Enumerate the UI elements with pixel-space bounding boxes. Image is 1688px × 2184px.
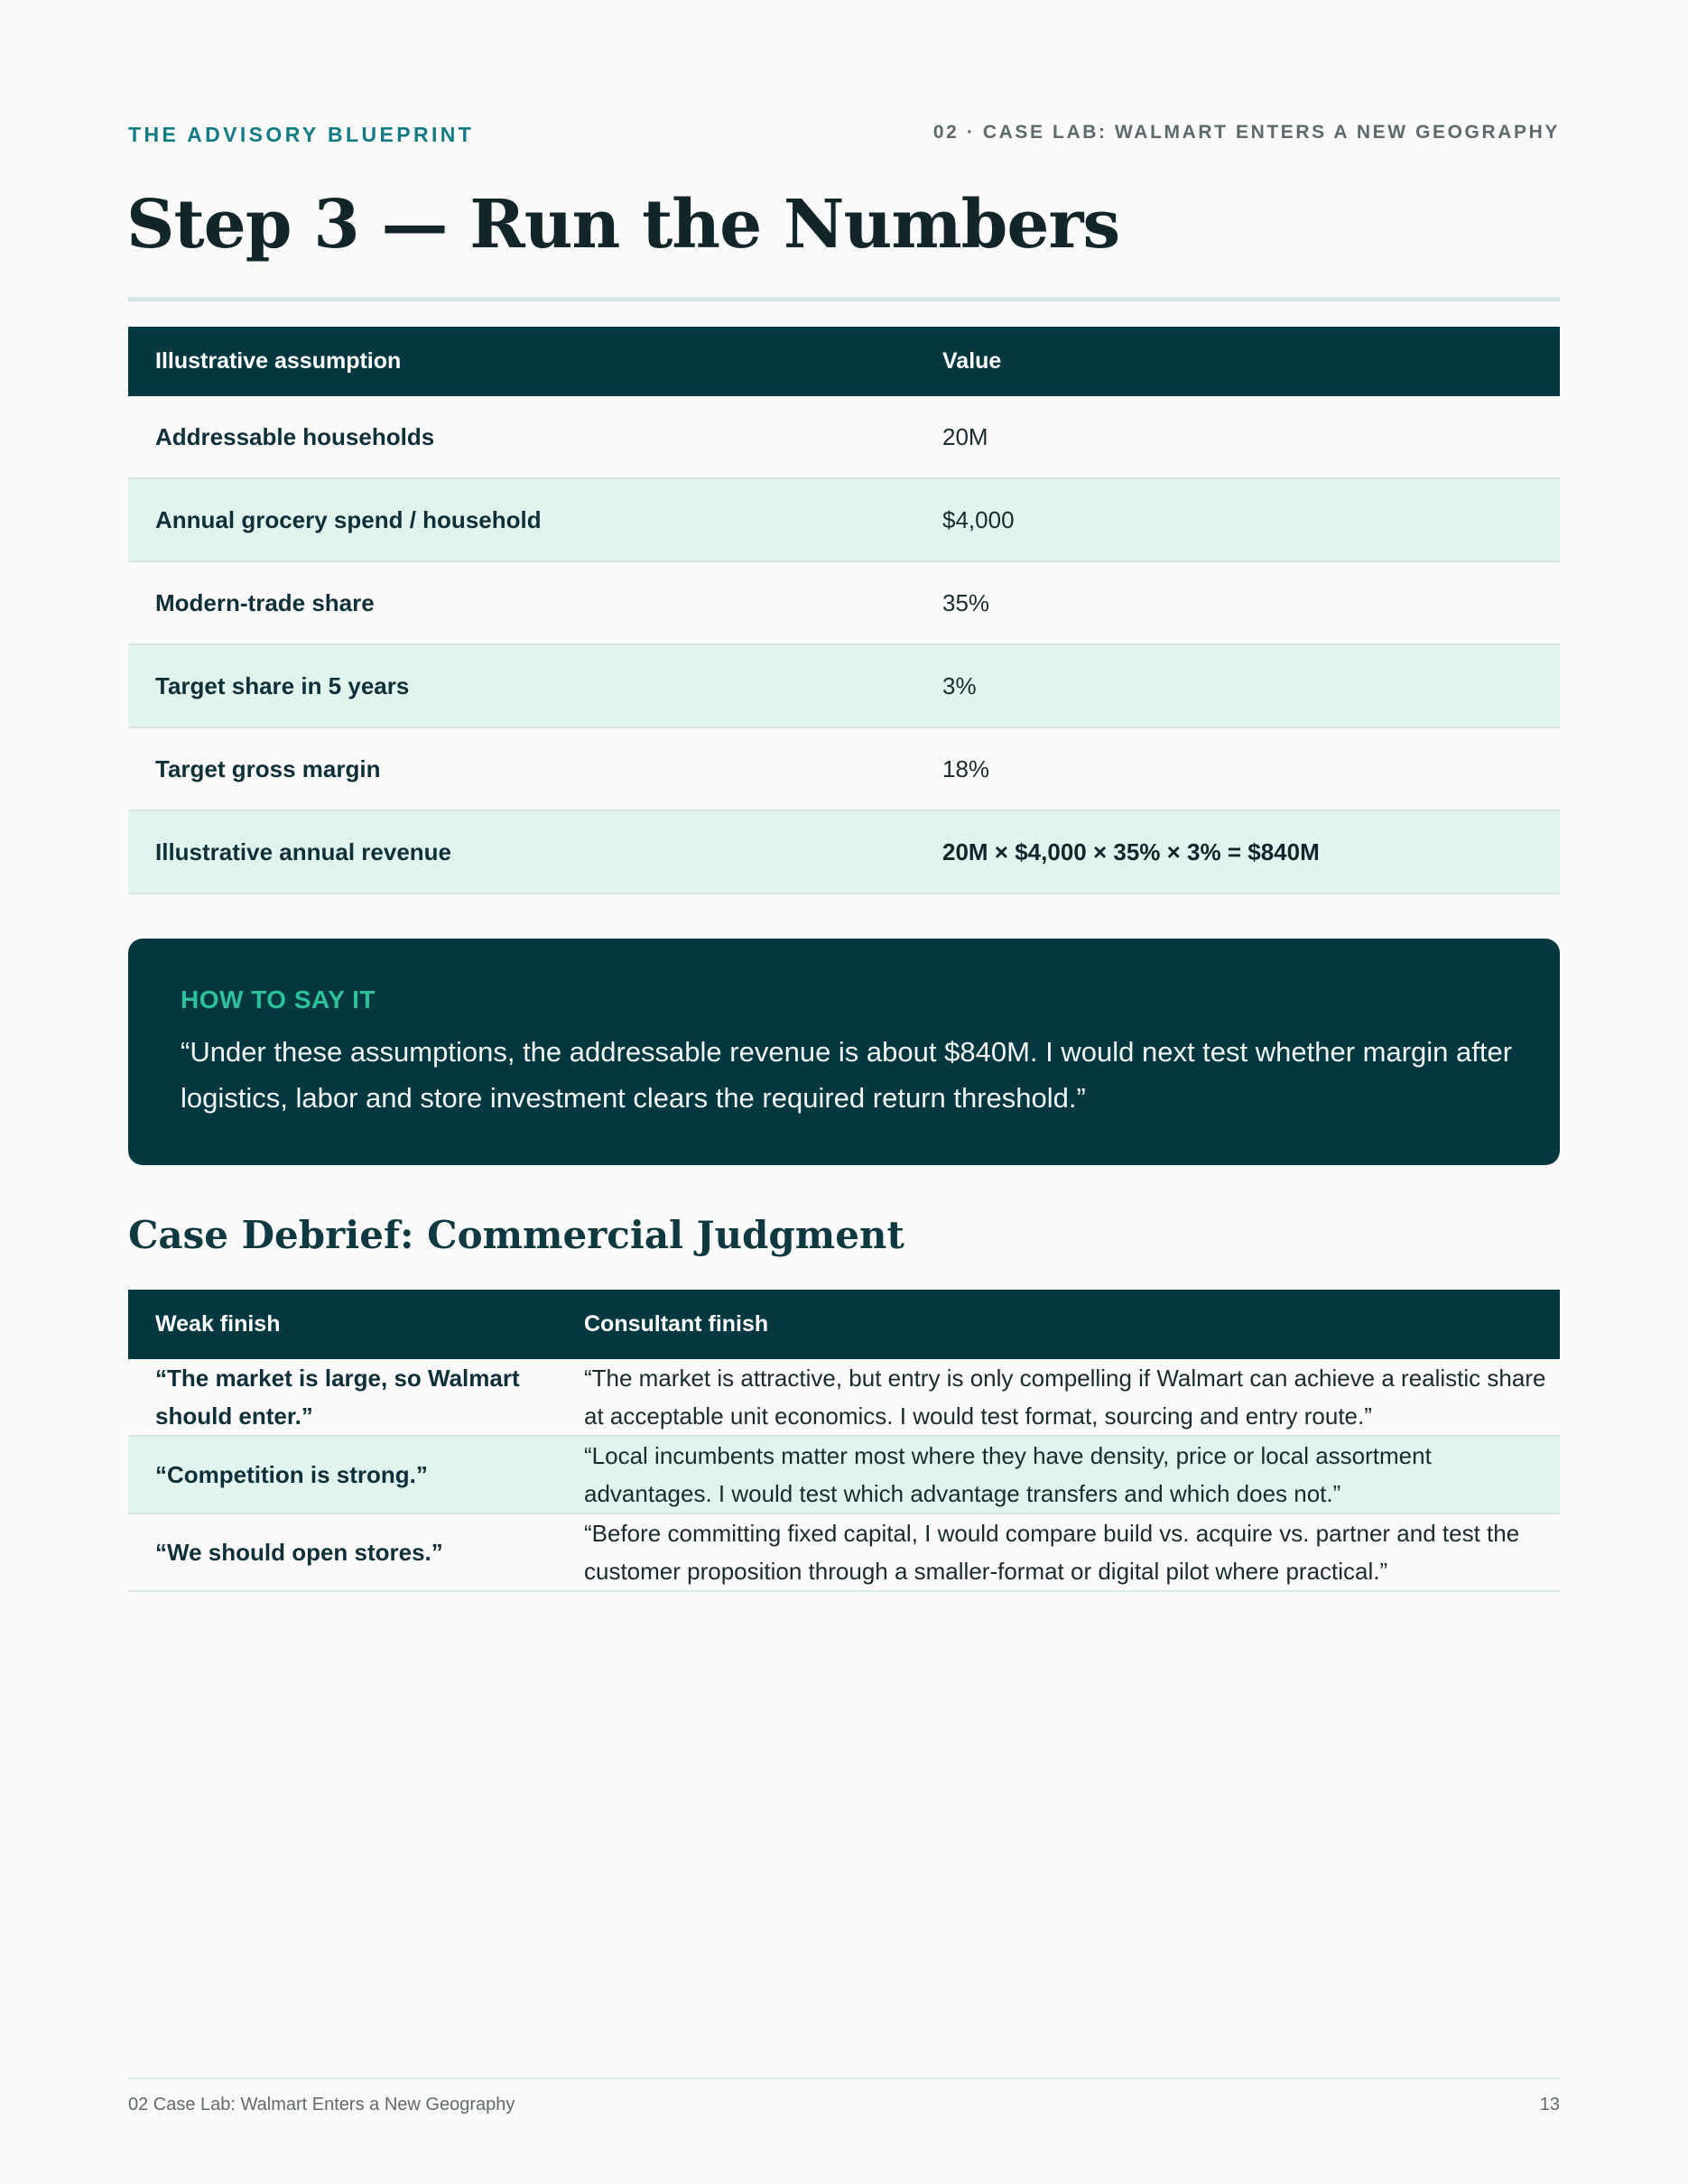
assumption-value: 35% (915, 561, 1560, 644)
column-header-consultant: Consultant finish (557, 1290, 1560, 1359)
consultant-finish: “Before committing fixed capital, I would compare build vs. acquire vs. partner and test the customer proposition through a smaller-format or digital pilot where practical.” (557, 1513, 1560, 1591)
debrief-table (128, 1290, 1560, 1592)
brand-label: THE ADVISORY BLUEPRINT (128, 123, 475, 146)
chapter-label: 02 · CASE LAB: WALMART ENTERS A NEW GEOGRAPHY (932, 122, 1560, 143)
table-row (128, 1513, 1560, 1591)
consultant-finish: “The market is attractive, but entry is only compelling if Walmart can achieve a realistic share at acceptable unit economics. I would test format, sourcing and entry route.” (557, 1359, 1560, 1436)
table-row-total (128, 810, 1560, 893)
assumption-label: Target gross margin (128, 727, 915, 810)
assumption-label: Annual grocery spend / household (128, 478, 915, 561)
assumption-value: 20M (915, 396, 1560, 478)
footer-divider (128, 2078, 1560, 2079)
assumption-label: Illustrative annual revenue (128, 810, 915, 893)
table-header-row (128, 1290, 1560, 1359)
column-header-weak: Weak finish (128, 1290, 557, 1359)
table-row (128, 561, 1560, 644)
assumption-label: Modern-trade share (128, 561, 915, 644)
weak-finish: “The market is large, so Walmart should enter.” (128, 1359, 557, 1436)
page-title: Step 3 — Run the Numbers (126, 186, 1120, 264)
table-row (128, 478, 1560, 561)
column-header-value: Value (915, 327, 1560, 396)
revenue-formula: 20M × $4,000 × 35% × 3% = $840M (915, 810, 1560, 893)
how-to-say-it-callout (128, 939, 1560, 1165)
consultant-finish: “Local incumbents matter most where they have density, price or local assortment advantages. I would test which advantage transfers and which does not.” (557, 1436, 1560, 1513)
assumption-value: $4,000 (915, 478, 1560, 561)
footer-chapter: 02 Case Lab: Walmart Enters a New Geography (128, 2095, 515, 2115)
callout-label: HOW TO SAY IT (181, 986, 376, 1013)
section-title: Case Debrief: Commercial Judgment (128, 1213, 904, 1257)
table-header-row (128, 327, 1560, 396)
assumption-label: Target share in 5 years (128, 644, 915, 727)
table-row (128, 1436, 1560, 1513)
table-row (128, 396, 1560, 478)
weak-finish: “We should open stores.” (128, 1513, 557, 1591)
table-row (128, 644, 1560, 727)
column-header-assumption: Illustrative assumption (128, 327, 915, 396)
title-divider (128, 297, 1560, 301)
assumptions-table (128, 327, 1560, 894)
table-row (128, 1359, 1560, 1436)
table-row (128, 727, 1560, 810)
assumption-label: Addressable households (128, 396, 915, 478)
running-header (128, 123, 1560, 150)
weak-finish: “Competition is strong.” (128, 1436, 557, 1513)
page-number: 13 (1539, 2095, 1560, 2115)
callout-quote: “Under these assumptions, the addressable revenue is about $840M. I would next test whether margin after logistics, labor and store investment clears the required return threshold.” (181, 1036, 1513, 1114)
assumption-value: 18% (915, 727, 1560, 810)
assumption-value: 3% (915, 644, 1560, 727)
